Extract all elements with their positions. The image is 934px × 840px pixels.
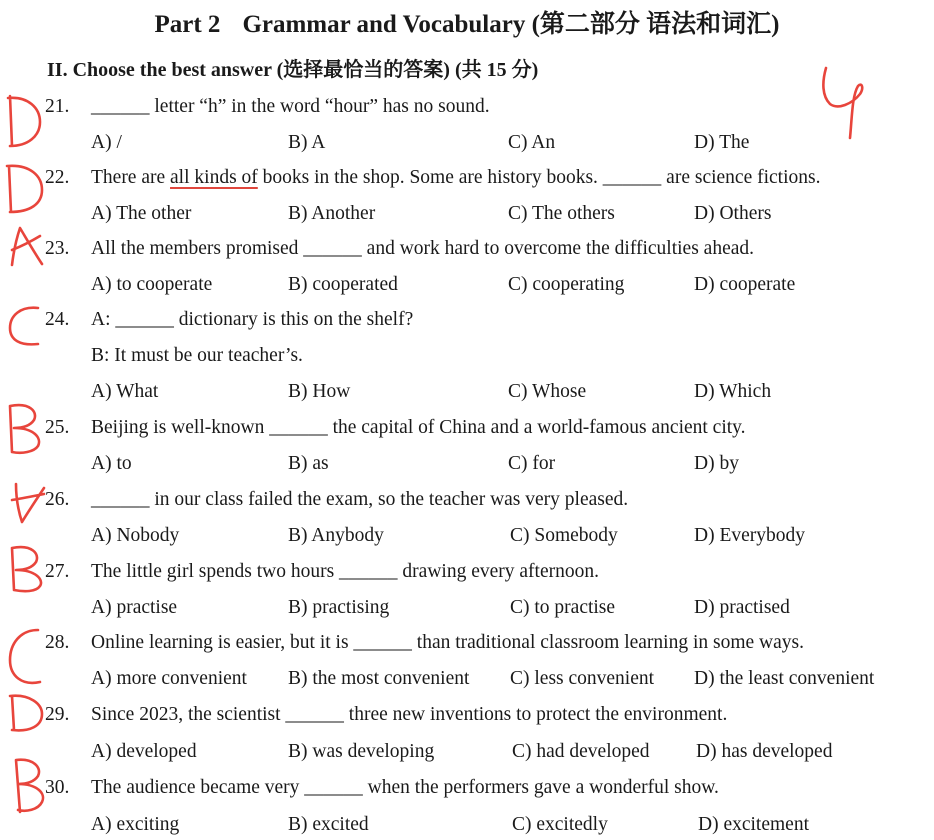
question-stem: The audience became very ______ when the performers gave a wonderful show. (91, 777, 719, 798)
handwritten-score-mark (823, 68, 862, 138)
option-d: D) practised (694, 597, 790, 618)
option-c: C) Somebody (510, 525, 618, 546)
option-a: A) to (91, 453, 132, 474)
option-b: B) Anybody (288, 525, 384, 546)
option-a: A) to cooperate (91, 274, 213, 295)
option-c: C) The others (508, 203, 615, 224)
question-number: 27. (45, 561, 70, 582)
option-b: B) was developing (288, 741, 435, 762)
question-stem: All the members promised ______ and work hard to overcome the difficulties ahead. (91, 238, 754, 259)
stem-text: books in the shop. Some are history books. ______ are science fictions. (257, 167, 821, 188)
section-heading: II. Choose the best answer (选择最恰当的答案) (共 15 分) (47, 59, 539, 81)
question-number: 29. (45, 704, 70, 725)
option-d: D) the least convenient (694, 668, 875, 689)
question-stem: Since 2023, the scientist ______ three new inventions to protect the environment. (91, 704, 728, 725)
option-c: C) An (508, 132, 556, 153)
handwritten-answer-mark (12, 547, 41, 591)
option-a: A) exciting (91, 814, 180, 835)
option-c: C) to practise (510, 597, 616, 618)
option-b: B) cooperated (288, 274, 398, 295)
option-a: A) What (91, 381, 159, 402)
option-c: C) Whose (508, 381, 587, 402)
question-number: 22. (45, 167, 70, 188)
handwritten-answer-mark (10, 405, 39, 453)
option-a: A) more convenient (91, 668, 247, 689)
option-c: C) for (508, 453, 556, 474)
question-number: 28. (45, 632, 70, 653)
option-b: B) How (288, 381, 351, 402)
question-stem: Online learning is easier, but it is ______ than traditional classroom learning in some ways. (91, 632, 804, 653)
page-title (0, 8, 934, 42)
option-d: D) Which (694, 381, 772, 402)
option-d: D) by (694, 453, 739, 474)
handwritten-answer-mark (10, 308, 38, 345)
question-number: 23. (45, 238, 70, 259)
option-d: D) Everybody (694, 525, 806, 546)
option-a: A) developed (91, 741, 197, 762)
handwritten-answer-mark (10, 696, 42, 731)
question-stem (91, 164, 820, 192)
part-label: Part 2 (154, 11, 221, 38)
question-stem: ______ letter “h” in the word “hour” has no sound. (91, 96, 490, 117)
question-stem-line-2: B: It must be our teacher’s. (91, 345, 303, 366)
question-stem: A: ______ dictionary is this on the shelf? (91, 309, 414, 330)
option-d: D) Others (694, 203, 772, 224)
part-title: Grammar and Vocabulary (第二部分 语法和词汇) (242, 11, 780, 38)
option-b: B) the most convenient (288, 668, 470, 689)
question-stem: ______ in our class failed the exam, so the teacher was very pleased. (91, 489, 629, 510)
stem-text: There are (91, 167, 171, 188)
option-d: D) excitement (698, 814, 809, 835)
option-d: D) has developed (696, 741, 833, 762)
handwritten-answer-mark (8, 96, 40, 146)
handwritten-answer-mark (16, 760, 43, 812)
question-stem: Beijing is well-known ______ the capital of China and a world-famous ancient city. (91, 417, 746, 438)
option-a: A) The other (91, 203, 192, 224)
question-number: 30. (45, 777, 70, 798)
option-a: A) / (91, 132, 122, 153)
option-c: C) excitedly (512, 814, 608, 835)
option-b: B) Another (288, 203, 376, 224)
handwritten-answer-mark (12, 484, 44, 522)
option-b: B) as (288, 453, 329, 474)
option-d: D) cooperate (694, 274, 796, 295)
question-number: 21. (45, 96, 70, 117)
handwritten-answer-mark (10, 630, 40, 683)
option-c: C) less convenient (510, 668, 655, 689)
option-b: B) excited (288, 814, 369, 835)
option-d: D) The (694, 132, 750, 153)
handwritten-answer-mark (7, 166, 42, 212)
option-b: B) practising (288, 597, 390, 618)
handwritten-underline: all kinds of (170, 167, 258, 188)
option-c: C) had developed (512, 741, 650, 762)
question-number: 25. (45, 417, 70, 438)
question-number: 26. (45, 489, 70, 510)
option-c: C) cooperating (508, 274, 625, 295)
question-number: 24. (45, 309, 70, 330)
option-a: A) practise (91, 597, 178, 618)
handwritten-answer-mark (12, 228, 42, 265)
question-stem: The little girl spends two hours ______ drawing every afternoon. (91, 561, 599, 582)
option-b: B) A (288, 132, 326, 153)
option-a: A) Nobody (91, 525, 180, 546)
